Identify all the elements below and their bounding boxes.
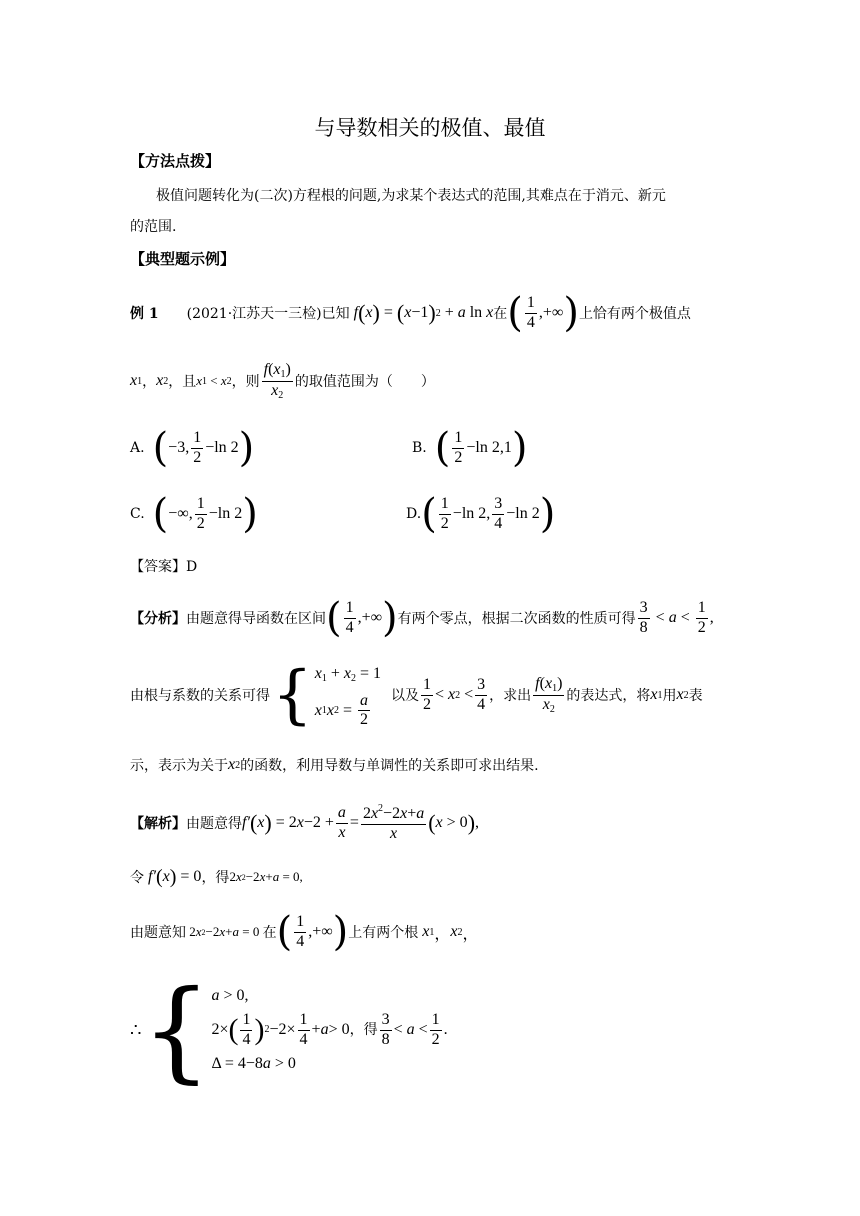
page-title: 与导数相关的极值、最值 [314, 116, 546, 140]
example1-line2: x 1 ， x 2 ，且 x 1 < x 2 ，则 $\frac{f(x_1)}{x_2}$ 的取值范围为（ ） [130, 361, 435, 401]
analysis-line3: 示，表示为关于 x 2 的函数，利用导数与单调性的关系即可求出结果. [130, 756, 539, 774]
example1-label: 例 1 [130, 306, 159, 322]
method-text-line1: 极值问题转化为(二次)方程根的问题,为求某个表达式的范围,其难点在于消元、新元 [156, 188, 666, 204]
ratio-fraction: $\frac{f(x_1)}{x_2}$ [263, 361, 291, 401]
range-question: 的取值范围为（ ） [294, 374, 435, 390]
option-a[interactable]: A. ( −3, $\frac{1}{2}$ −ln 2 ) [130, 425, 255, 471]
therefore-symbol: ∴ [130, 1019, 142, 1040]
solution-text-4a: ，得 [349, 1022, 378, 1038]
vieta-system: $x_1 + x_2 = 1$ x 1 x 2 = $\frac{a}{2}$ [314, 664, 381, 728]
solution-line1: 【解析】 由题意得 f′ ( x ) = 2 x −2 + $\frac{a}{x}$ = $\frac{2x^2-2x+a}{x}$ ( x > 0 ) , [130, 803, 480, 842]
analysis-text-2d: 的表达式，将 [566, 688, 651, 704]
option-c-label: C. [130, 506, 145, 522]
option-d-label: D. [406, 506, 422, 522]
option-c[interactable]: C. ( −∞, $\frac{1}{2}$ −ln 2 ) [130, 491, 258, 537]
analysis-line2: 由根与系数的关系可得 { $x_1 + x_2 = 1$ x 1 x 2 = $\frac{a}{2}$ 以及 $\frac{1}{2}$ < x 2 < $\frac{3}{4}$ ，求出 $\frac{f(x_1)}{x_2}$ 的表达式，将 x 1 用 x 2 表 [130, 658, 703, 732]
option-a-label: A. [130, 440, 145, 456]
method-text-line2: 的范围. [130, 219, 177, 235]
analysis-text-a: 由题意得导函数在区间 [186, 611, 326, 627]
analysis-text-2e: 用 [662, 688, 677, 704]
answer-line: 【答案】D [130, 559, 198, 575]
inequality-system: a > 0, 2× ( $\frac{1}{4}$ ) 2 −2× $\frac{1}{4}$ + a > 0 ，得 $\frac{3}{8}$ < a < $\frac{1}{2}$ . Δ = 4−8a > 0 [211, 987, 448, 1072]
solution-text-1: 由题意得 [186, 816, 242, 832]
option-b[interactable]: B. ( $\frac{1}{2}$ −ln 2,1 ) [412, 425, 528, 471]
analysis-text-3a: 示，表示为关于 [130, 758, 228, 774]
then-text: ，则 [231, 374, 260, 390]
examples-heading: 【典型题示例】 [130, 250, 236, 268]
solution-text-3b: 在 [262, 925, 277, 941]
example1-text-mid: 在 [493, 306, 508, 322]
solution-text-2b: ，得 [201, 870, 230, 886]
solution-text-2a: 令 [130, 870, 144, 886]
comma-1: ， [142, 374, 157, 390]
analysis-line1: 【分析】 由题意得导函数在区间 ( $\frac{1}{4}$ ,+∞ ) 有两个零点，根据二次函数的性质可得 $\frac{3}{8}$ < a < $\frac{1}{2}$ , [130, 595, 714, 641]
method-heading: 【方法点拨】 [130, 152, 221, 170]
and-text: ，且 [168, 374, 197, 390]
solution-label: 【解析】 [130, 816, 186, 832]
analysis-text-b: 有两个零点，根据二次函数的性质可得 [397, 611, 636, 627]
example1-source: (2021·江苏天一三检)已知 [186, 306, 350, 322]
analysis-label: 【分析】 [130, 611, 186, 627]
example1-line1: 例 1 (2021·江苏天一三检)已知 f ( x ) = ( x −1 ) 2 + a ln x 在 ( $\frac{1}{4}$ ,+∞ ) 上恰有两个极值点 [130, 290, 691, 336]
example1-function: f [353, 304, 359, 321]
option-d[interactable]: D. ( $\frac{1}{2}$ −ln 2, $\frac{3}{4}$ −ln 2 ) [406, 491, 556, 537]
solution-text-3c: 上有两个根 [348, 925, 419, 941]
analysis-text-2b: 以及 [391, 688, 419, 704]
analysis-text-2c: ，求出 [489, 688, 532, 704]
solution-line2: 令 f′ ( x ) = 0 ，得 2 x 2 −2 x + a = 0 , [130, 865, 303, 888]
example1-text-after: 上恰有两个极值点 [578, 306, 691, 322]
option-b-label: B. [412, 440, 427, 456]
analysis-text-2a: 由根与系数的关系可得 [130, 688, 270, 704]
solution-line3: 由题意知 2 x 2 −2 x + a = 0 在 ( $\frac{1}{4}$ ,+∞ ) 上有两个根 x 1 ， x 2 ， [130, 909, 479, 955]
solution-system: ∴ { a > 0, 2× ( $\frac{1}{4}$ ) 2 −2× $\frac{1}{4}$ + a > 0 ，得 $\frac{3}{8}$ < a < $\frac{1}{2}$ . Δ = 4−8a > 0 [130, 966, 448, 1094]
analysis-text-2f: 表 [688, 688, 703, 704]
solution-text-3a: 由题意知 [130, 925, 186, 941]
analysis-text-3b: 的函数，利用导数与单调性的关系即可求出结果. [240, 758, 539, 774]
